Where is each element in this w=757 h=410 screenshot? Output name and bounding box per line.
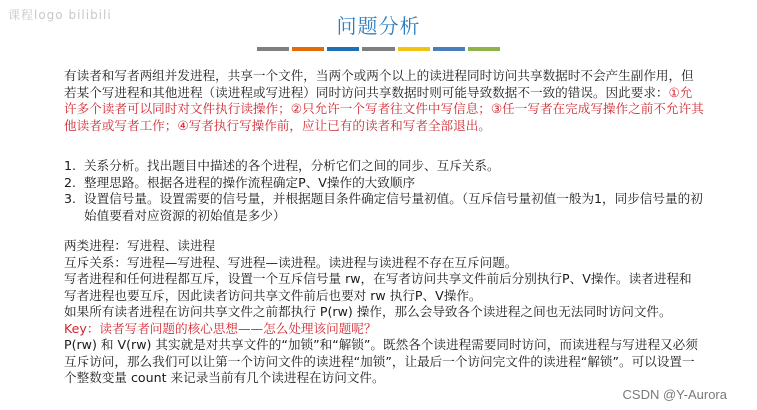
problem-line: 如果所有读者进程在访问共享文件之前都执行 P(rw) 操作，那么会导致各个读进程之间也无法同时访问文件。Key：读者写者问题的核心思想——怎么处理该问题呢？ bbox=[64, 304, 672, 336]
csdn-watermark: CSDN @Y-Aurora bbox=[622, 387, 727, 402]
color-strip-segment bbox=[398, 47, 430, 51]
rw-semaphore-line: 写者进程和任何进程都互斥，设置一个互斥信号量 rw，在写者访问共享文件前后分别执行P、V操作。读者进程和写者进程也要互斥，因此读者访问共享文件前后也要对 rw 执行P、V操作。 bbox=[64, 271, 692, 303]
color-strip-segment bbox=[327, 47, 359, 51]
color-strip-segment bbox=[362, 47, 394, 51]
color-strip-segment bbox=[433, 47, 465, 51]
mutex-relation-line: 互斥关系：写进程—写进程、写进程—读进程。读进程与读进程不存在互斥问题。 bbox=[64, 254, 518, 270]
list-item: 3. 设置信号量。设置需要的信号量，并根据题目条件确定信号量初值。（互斥信号量初值一般为1，同步信号量的初始值要看对应资源的初始值是多少） bbox=[64, 191, 703, 223]
list-item: 2. 整理思路。根据各进程的操作流程确定P、V操作的大致顺序 bbox=[64, 174, 416, 190]
list-item: 1. 关系分析。找出题目中描述的各个进程，分析它们之间的同步、互斥关系。 bbox=[64, 158, 500, 173]
key-question: Key：读者写者问题的核心思想——怎么处理该问题呢？ bbox=[64, 320, 377, 336]
slide-title: 问题分析 bbox=[336, 14, 421, 38]
process-analysis bbox=[64, 238, 704, 387]
problem-description-text: 有读者和写者两组并发进程，共享一个文件，当两个或两个以上的读进程同时访问共享数据时不会产生副作用，但若某个写进程和其他进程（读进程或写进程）同时访问共享数据时则可能导致数据不一致的错误。因此要求： bbox=[64, 68, 694, 100]
requirements-text: ①允许多个读者可以同时对文件执行读操作；②只允许一个写者往文件中写信息；③任一写者在完成写操作之前不允许其他读者或写者工作；④写者执行写操作前，应让已有的读者和写者全部退出。 bbox=[64, 84, 704, 133]
color-strip-segment bbox=[257, 47, 289, 51]
lock-explanation-line: P(rw) 和 V(rw) 其实就是对共享文件的“加锁”和“解锁”。既然各个读进程需要同时访问，而读进程与写进程又必须互斥访问，那么我们可以让第一个访问文件的读进程“加锁”，让最后一个访问完文件的读进程“解锁”。可以设置一个整数变量 count 来记录当前有几个读进程在访问文件。 bbox=[64, 337, 698, 385]
logo-watermark: 课程logo bilibili bbox=[8, 8, 112, 22]
decorative-color-strip bbox=[257, 47, 503, 51]
analysis-steps-list bbox=[64, 158, 704, 224]
problem-description bbox=[64, 68, 704, 134]
color-strip-segment bbox=[468, 47, 500, 51]
process-types-line: 两类进程：写进程、读进程 bbox=[64, 238, 216, 253]
color-strip-segment bbox=[292, 47, 324, 51]
